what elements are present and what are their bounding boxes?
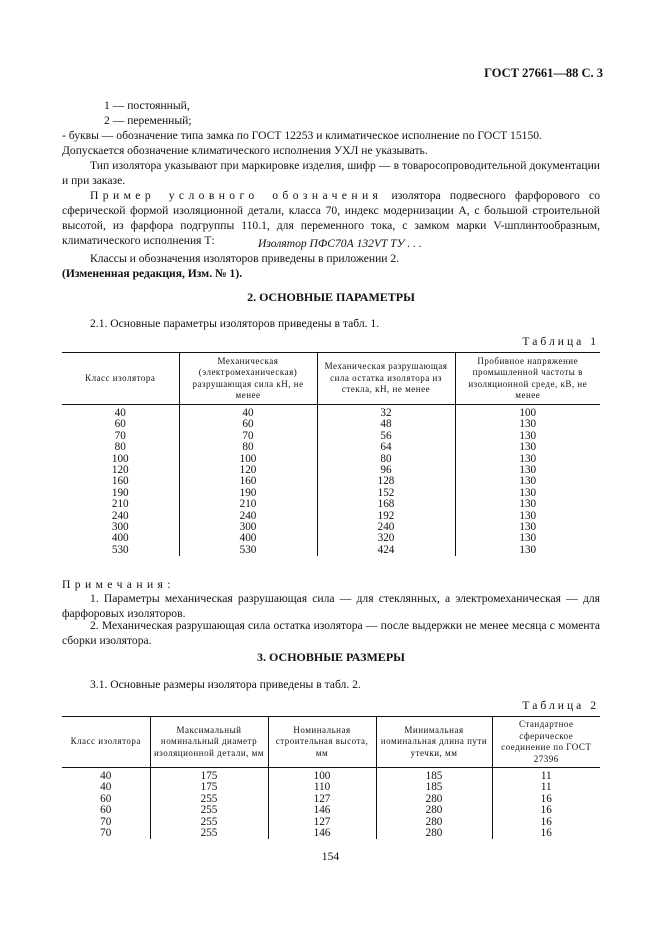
table-2-cell: 70 (100, 827, 112, 840)
section-2-title: 2. ОСНОВНЫЕ ПАРАМЕТРЫ (247, 290, 415, 304)
table-1-cell: 130 (455, 522, 600, 533)
table-2-cell: 127 (268, 794, 376, 805)
table-1-cell: 70 (179, 431, 317, 442)
table-1-cell: 100 (111, 452, 129, 465)
table-1-row (62, 499, 600, 510)
table-2-cell: 100 (268, 768, 376, 783)
table-2-cell: 175 (150, 782, 268, 793)
table-2-cell: 60 (100, 804, 112, 817)
example-label: Пример условного обозначения (90, 189, 383, 202)
table-1-cell: 100 (455, 405, 600, 420)
table-1-cell: 100 (179, 454, 317, 465)
table-1-cell: 400 (179, 533, 317, 544)
table-1-cell: 300 (111, 521, 129, 534)
table-1-cell: 40 (179, 405, 317, 420)
table-1-header-mech-force: Механическая (электромеханическая) разрушающая сила кН, не менее (179, 353, 317, 405)
section-3-paragraph: 3.1. Основные размеры изолятора приведены в табл. 2. (90, 678, 361, 691)
table-2-cell: 255 (150, 805, 268, 816)
table-1-cell: 32 (317, 405, 455, 420)
table-2-row (62, 768, 600, 783)
table-1-cell: 130 (455, 442, 600, 453)
section-3-title: 3. ОСНОВНЫЕ РАЗМЕРЫ (257, 650, 405, 664)
table-1-row (62, 442, 600, 453)
table-1-cell: 56 (317, 431, 455, 442)
classes-note: Классы и обозначения изоляторов приведены в приложении 2. (90, 252, 400, 265)
table-2-cell: 70 (100, 815, 112, 828)
table-1-cell: 80 (179, 442, 317, 453)
page-header: ГОСТ 27661—88 С. 3 (484, 66, 603, 80)
table-1-cell: 530 (111, 543, 129, 556)
table-2-cell: 255 (150, 794, 268, 805)
table-1-cell: 190 (111, 486, 129, 499)
table-2 (62, 716, 600, 839)
table-1-cell: 80 (317, 454, 455, 465)
table-1-cell: 128 (317, 476, 455, 487)
table-1-header-breakdown-voltage: Пробивное напряжение промышленной частоты в изоляционной среде, кВ, не менее (455, 353, 600, 405)
table-1-cell: 190 (179, 488, 317, 499)
table-1-cell: 152 (317, 488, 455, 499)
table-2-header-diameter: Максимальный номинальный диаметр изоляционной детали, мм (150, 717, 268, 768)
table-2-cell: 255 (150, 817, 268, 828)
table-2-row (62, 828, 600, 839)
table-1-cell: 300 (179, 522, 317, 533)
table-2-cell: 255 (150, 828, 268, 839)
table-1-cell: 80 (114, 441, 126, 454)
table-1-cell: 120 (111, 464, 129, 477)
table-1-cell: 192 (317, 511, 455, 522)
table-2-cell: 16 (492, 828, 600, 839)
note-1: 1. Параметры механическая разрушающая сила — для стеклянных, а электромеханическая — для фарфоровых изоляторов. (62, 592, 600, 620)
section-2-paragraph: 2.1. Основные параметры изоляторов приведены в табл. 1. (90, 317, 380, 330)
table-2-cell: 146 (268, 828, 376, 839)
table-1-cell: 130 (455, 419, 600, 430)
list-item-variable: 2 — переменный; (104, 114, 192, 127)
table-2-cell: 127 (268, 817, 376, 828)
table-1-cell: 240 (179, 511, 317, 522)
table-1-cell: 130 (455, 499, 600, 510)
table-2-caption: Таблица 2 (522, 699, 599, 712)
table-2-row (62, 782, 600, 793)
table-2-cell: 60 (100, 792, 112, 805)
table-2-header-creepage: Минимальная номинальная длина пути утечки, мм (376, 717, 492, 768)
table-2-header-height: Номинальная строительная высота, мм (268, 717, 376, 768)
table-2-row (62, 805, 600, 816)
edition-note: (Измененная редакция, Изм. № 1). (62, 267, 243, 280)
table-2-row (62, 794, 600, 805)
table-1-cell: 60 (179, 419, 317, 430)
table-1-cell: 210 (111, 498, 129, 511)
table-2-row (62, 817, 600, 828)
table-1-cell: 240 (317, 522, 455, 533)
table-1-cell: 168 (317, 499, 455, 510)
table-1-cell: 160 (111, 475, 129, 488)
letters-definition: - буквы — обозначение типа замка по ГОСТ 12253 и климатическое исполнение по ГОСТ 15150. (62, 129, 542, 142)
table-2-cell: 175 (150, 768, 268, 783)
table-1-cell: 130 (455, 431, 600, 442)
table-2-cell: 146 (268, 805, 376, 816)
table-2-cell: 185 (376, 768, 492, 783)
table-2-cell: 16 (492, 794, 600, 805)
insulator-designation: Изолятор ПФС70А 132VT ТУ . . . (258, 237, 422, 250)
table-2-cell: 280 (376, 828, 492, 839)
table-1-cell: 48 (317, 419, 455, 430)
notes-title: Примечания: (62, 578, 175, 591)
table-1-cell: 530 (179, 545, 317, 556)
table-2-cell: 40 (100, 781, 112, 794)
table-1-cell: 120 (179, 465, 317, 476)
table-2-cell: 16 (492, 817, 600, 828)
table-1-cell: 64 (317, 442, 455, 453)
table-2-cell: 40 (100, 770, 112, 782)
note-2: 2. Механическая разрушающая сила остатка изолятора — после выдержки не менее месяца с момента сборки изолятора. (62, 619, 600, 647)
climate-note: Допускается обозначение климатического исполнения УХЛ не указывать. (62, 144, 428, 157)
table-1-cell: 96 (317, 465, 455, 476)
insulator-type-paragraph: Тип изолятора указывают при маркировке изделия, шифр — в товаросопроводительной документации и при заказе. (62, 159, 600, 187)
table-1-header-class: Класс изолятора (62, 353, 179, 405)
list-item-constant: 1 — постоянный, (104, 99, 190, 112)
table-1-cell: 130 (455, 476, 600, 487)
table-1-cell: 60 (114, 418, 126, 431)
table-1-cell: 70 (114, 429, 126, 442)
example-text: изолятора подвесного фарфорового со сферической формой изоляционной детали, класса 70, индекс модернизации А, с большой строительной высотой, из фарфора подгруппы 110.1, для переменного тока, с замком марки V-шплинтообразным, климатического исполнения Т: (62, 189, 600, 247)
table-1-cell: 320 (317, 533, 455, 544)
table-1-row (62, 405, 600, 420)
table-1-cell: 130 (455, 488, 600, 499)
page-number: 154 (321, 850, 340, 863)
table-1-header-residual-force: Механическая разрушающая сила остатка изолятора из стекла, кН, не менее (317, 353, 455, 405)
table-1-cell: 130 (455, 454, 600, 465)
table-2-cell: 11 (492, 768, 600, 783)
table-2-cell: 110 (268, 782, 376, 793)
table-1-cell: 130 (455, 465, 600, 476)
table-2-cell: 280 (376, 805, 492, 816)
table-2-cell: 185 (376, 782, 492, 793)
table-1-cell: 130 (455, 533, 600, 544)
table-1-cell: 130 (455, 545, 600, 556)
table-1-cell: 424 (317, 545, 455, 556)
table-1-cell: 240 (111, 509, 129, 522)
table-1-cell: 400 (111, 532, 129, 545)
table-2-cell: 280 (376, 817, 492, 828)
table-1-cell: 210 (179, 499, 317, 510)
table-1-cell: 130 (455, 511, 600, 522)
table-1-cell: 40 (114, 407, 126, 419)
table-2-cell: 280 (376, 794, 492, 805)
table-1 (62, 352, 600, 556)
table-2-header-class: Класс изолятора (62, 717, 150, 768)
table-1-cell: 160 (179, 476, 317, 487)
table-2-cell: 16 (492, 805, 600, 816)
table-1-caption: Таблица 1 (522, 335, 599, 348)
table-2-cell: 11 (492, 782, 600, 793)
table-1-row (62, 545, 600, 556)
table-2-header-socket: Стандартное сферическое соединение по ГОСТ 27396 (492, 717, 600, 768)
